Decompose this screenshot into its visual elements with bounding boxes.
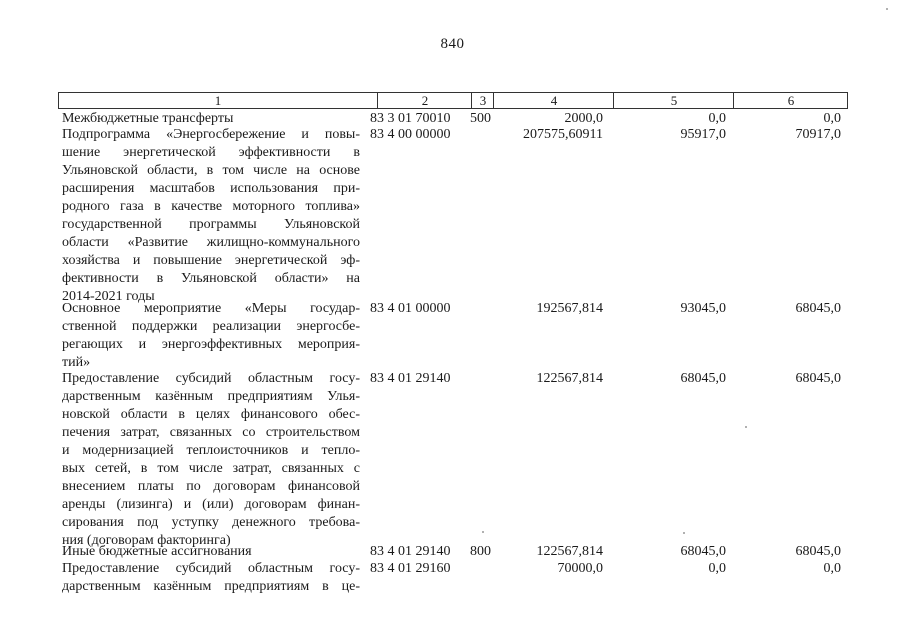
header-col-6: 6 [733,93,848,108]
row-description-line: сирования под уступку денежного требова- [62,515,360,530]
row-value-col6: 68045,0 [795,371,841,386]
row-expense-type: 500 [470,111,491,126]
row-description-line: хозяйства и повышение энергетической эф- [62,253,360,268]
row-description [62,300,360,372]
row-value-col4: 207575,60911 [523,127,603,142]
row-description-line: Подпрограмма «Энергосбережение и повы- [62,127,360,142]
row-description-line: вых сетей, в том числе затрат, связанных с [62,461,360,476]
row-description-line: шение энергетической эффективности в [62,145,360,160]
scan-speck [886,8,888,10]
row-code: 83 3 01 70010 [370,111,451,126]
row-value-col5: 68045,0 [680,544,726,559]
row-description-line: ственной поддержки реализации энергосбе- [62,319,360,334]
row-description-line: родного газа в качестве моторного топлива» [62,199,360,214]
row-description-line: государственной программы Ульяновской [62,217,360,232]
row-description-line: Ульяновской области, в том числе на основе [62,163,360,178]
row-description-line: и модернизацией теплоисточников и тепло- [62,443,360,458]
header-col-1: 1 [214,93,222,108]
scan-speck [482,531,484,533]
row-value-col4: 122567,814 [536,544,603,559]
row-value-col5: 0,0 [708,111,726,126]
row-value-col5: 95917,0 [680,127,726,142]
table-header [58,92,848,109]
row-value-col5: 68045,0 [680,371,726,386]
row-description-line: новской области в целях финансового обес- [62,407,360,422]
row-value-col6: 68045,0 [795,544,841,559]
page-number: 840 [440,36,465,52]
row-value-col6: 70917,0 [795,127,841,142]
row-description [62,370,360,550]
row-description [62,126,360,306]
row-code: 83 4 01 00000 [370,301,451,316]
row-expense-type: 800 [470,544,491,559]
row-description-line: дарственным казённым предприятиям Улья- [62,389,360,404]
row-value-col6: 0,0 [823,561,841,576]
row-description-line: расширения масштабов использования при- [62,181,360,196]
header-col-3: 3 [471,93,494,108]
row-description-line: дарственным казённым предприятиям в це- [62,579,360,594]
row-description-line: тий» [62,355,91,370]
row-value-col5: 0,0 [708,561,726,576]
row-value-col6: 0,0 [823,111,841,126]
row-description-line: Предоставление субсидий областным госу- [62,371,360,386]
row-description-line: Предоставление субсидий областным госу- [62,561,360,576]
row-code: 83 4 01 29160 [370,561,451,576]
row-description-line: Основное мероприятие «Меры государ- [62,301,360,316]
row-description-line: Иные бюджетные ассигнования [62,544,252,559]
row-code: 83 4 01 29140 [370,371,451,386]
row-value-col4: 70000,0 [557,561,603,576]
row-description-line: внесением платы по договорам финансовой [62,479,360,494]
row-value-col4: 2000,0 [564,111,603,126]
row-value-col6: 68045,0 [795,301,841,316]
row-value-col4: 122567,814 [536,371,603,386]
row-value-col5: 93045,0 [680,301,726,316]
header-col-4: 4 [493,93,614,108]
header-col-5: 5 [613,93,734,108]
scan-speck [683,532,685,534]
row-description [62,543,360,561]
row-description-line: аренды (лизинга) и (или) договорам финан- [62,497,360,512]
row-code: 83 4 01 29140 [370,544,451,559]
row-description-line: ния (договорам факторинга) [62,533,231,548]
row-description [62,560,360,596]
row-code: 83 4 00 00000 [370,127,451,142]
scan-speck [745,426,747,428]
row-value-col4: 192567,814 [536,301,603,316]
row-description-line: 2014-2021 годы [62,289,155,304]
row-description-line: Межбюджетные трансферты [62,111,234,126]
header-col-2: 2 [377,93,472,108]
row-description-line: регающих и энергоэффективных мероприя- [62,337,360,352]
row-description-line: печения затрат, связанных со строительством [62,425,360,440]
row-description-line: фективности в Ульяновской области» на [62,271,360,286]
row-description-line: области «Развитие жилищно-коммунального [62,235,360,250]
